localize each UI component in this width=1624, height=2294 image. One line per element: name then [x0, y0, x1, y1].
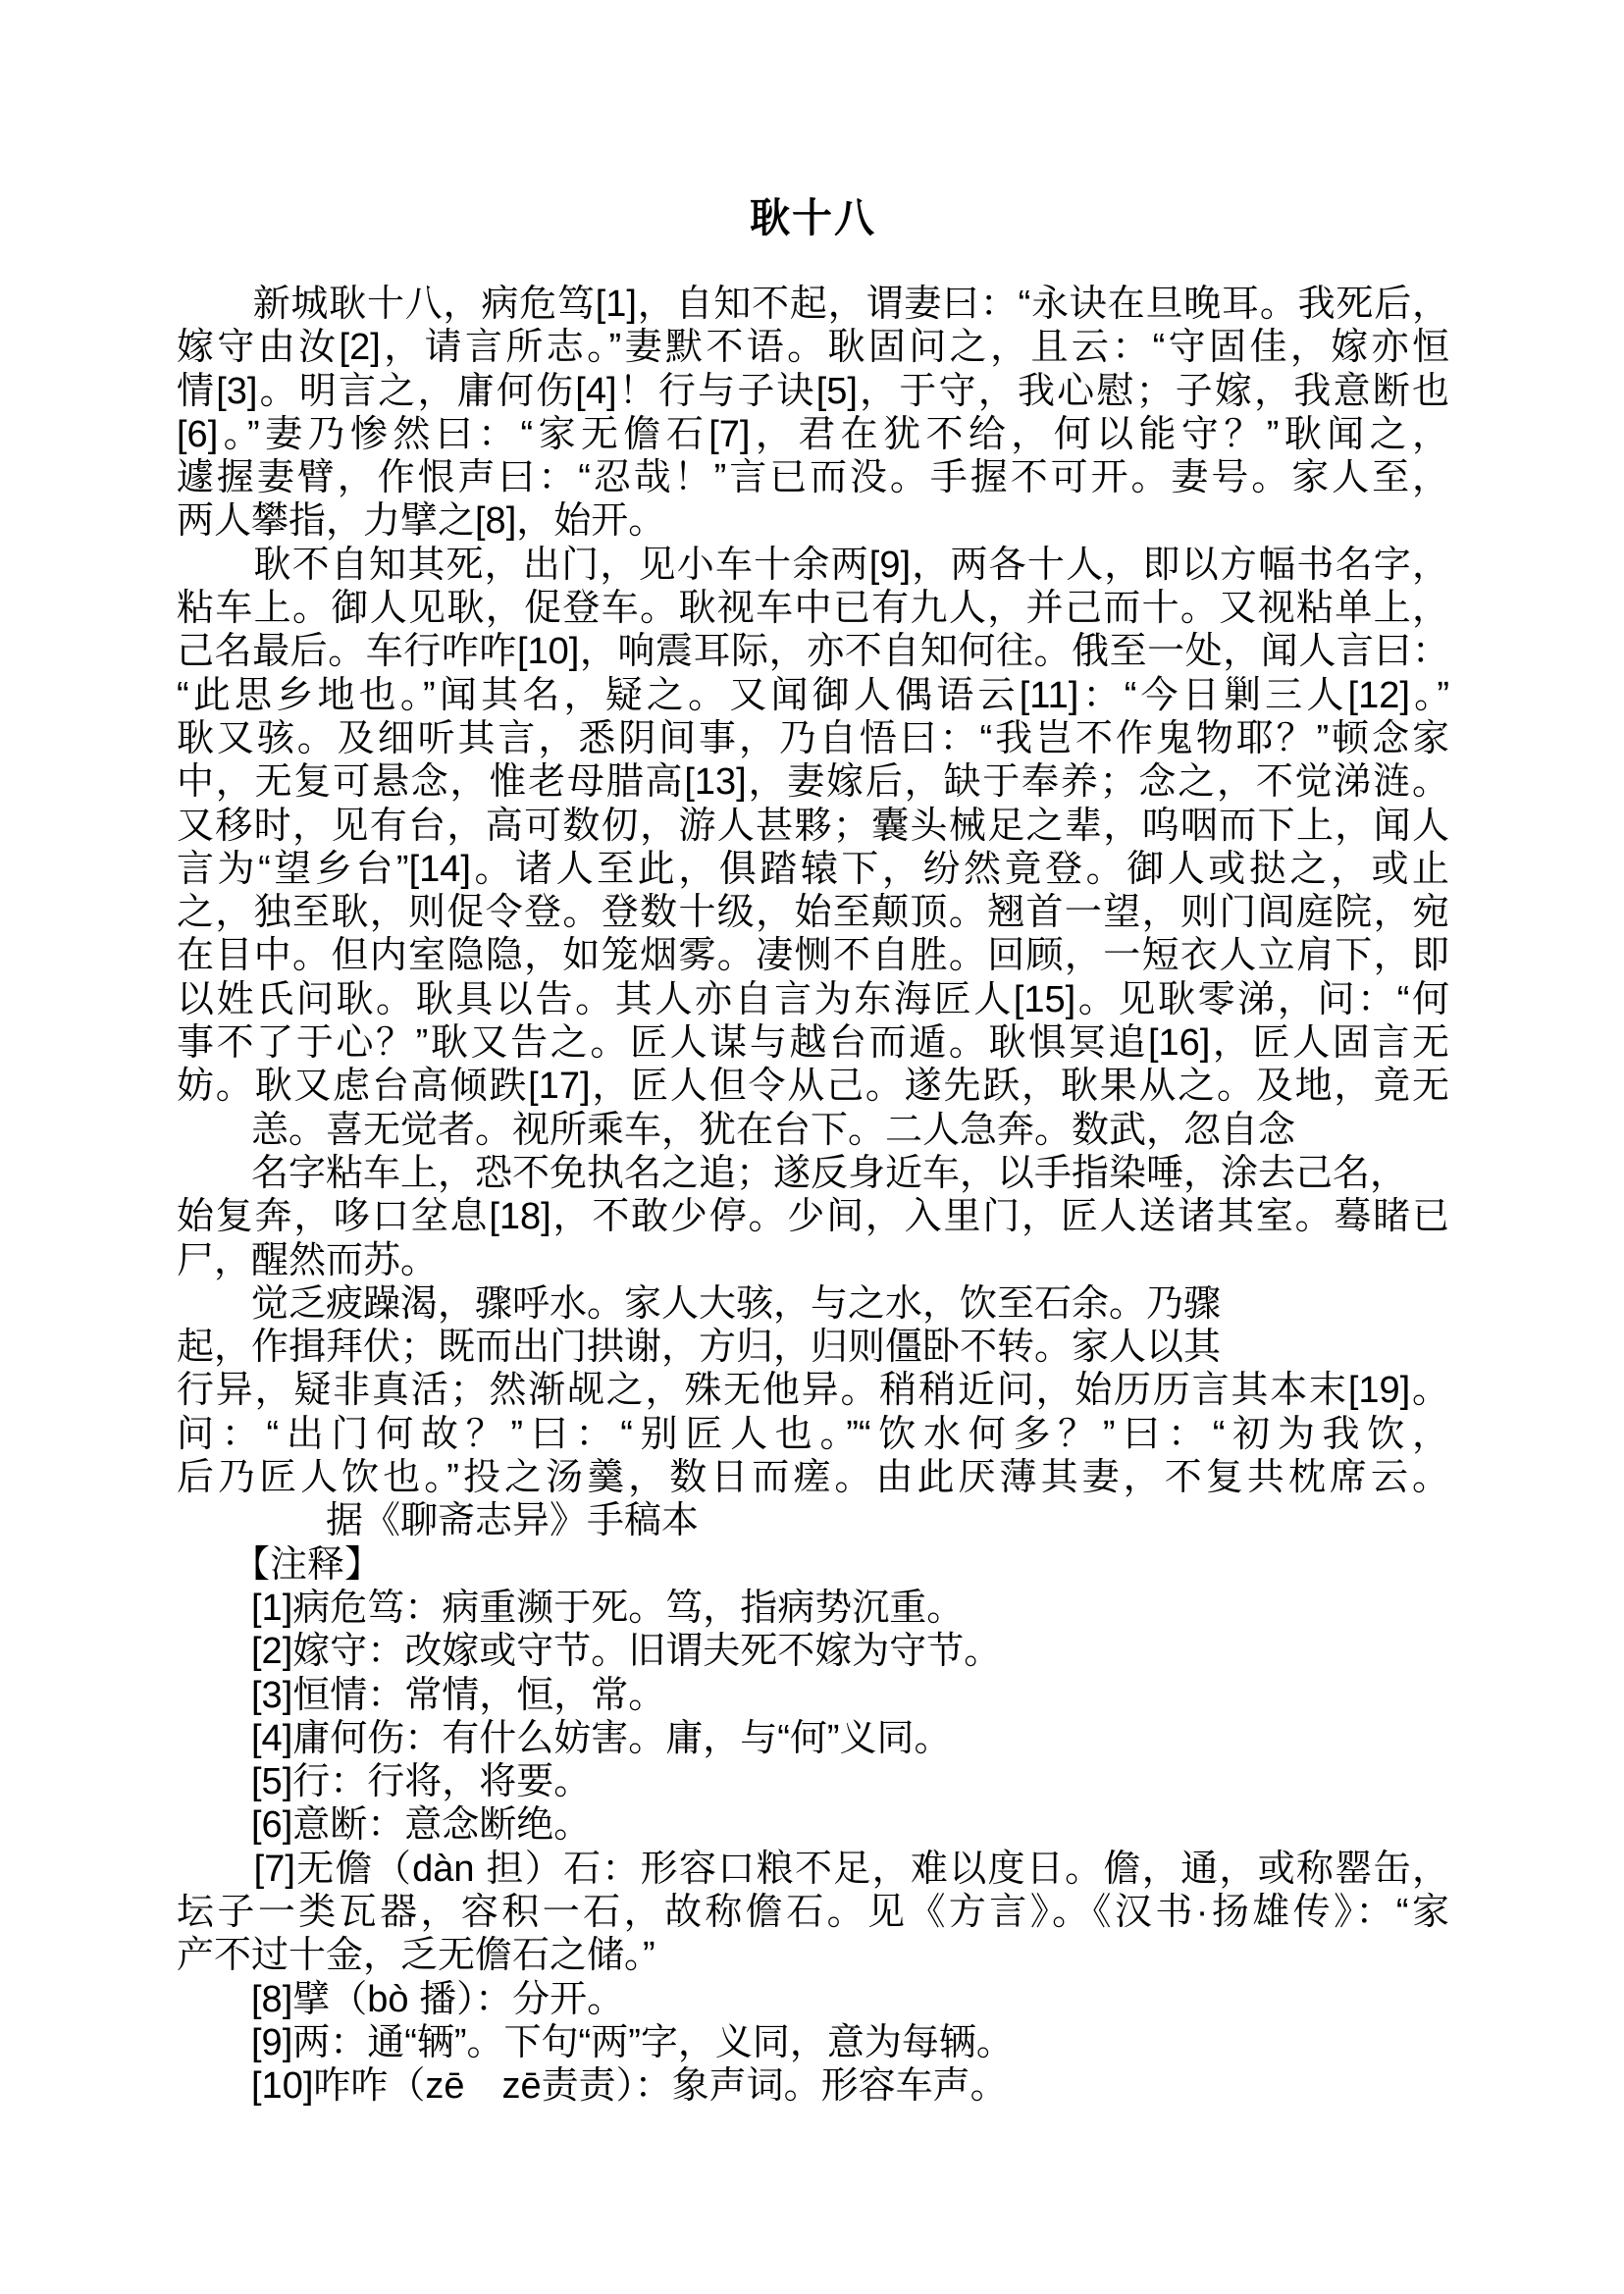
text-line: 行异，疑非真活；然渐觇之，殊无他异。稍稍近问，始历历言其本末[19]。	[177, 1370, 1449, 1412]
text-line: “此思乡地也。”闻其名，疑之。又闻御人偶语云[11]：“今日剿三人[12]。”	[177, 674, 1449, 716]
text-line: [5]行：行将，将要。	[177, 1761, 592, 1803]
text-line: 以姓氏问耿。耿具以告。其人亦自言为东海匠人[15]。见耿零涕，问：“何	[177, 978, 1449, 1020]
text-line: 己名最后。车行咋咋[10]，响震耳际，亦不自知何往。俄至一处，闻人言曰：	[177, 631, 1449, 673]
text-line: 妨。耿又虑台高倾跌[17]，匠人但令从己。遂先跃，耿果从之。及地，竟无	[177, 1066, 1449, 1108]
text-line: [7]无儋（dàn 担）石：形容口粮不足，难以度日。儋，通，或称罂缶，	[177, 1848, 1449, 1890]
text-line: 中，无复可悬念，惟老母腊高[13]，妻嫁后，缺于奉养；念之，不觉涕涟。	[177, 761, 1449, 804]
text-line: 名字粘车上，恐不免执名之追；遂反身近车，以手指染唾，涂去己名，	[177, 1152, 1408, 1194]
text-line: [2]嫁守：改嫁或守节。旧谓夫死不嫁为守节。	[177, 1631, 1002, 1673]
text-line: [9]两：通“辆”。下句“两”字，义同，意为每辆。	[177, 2021, 1014, 2063]
body-lines	[177, 283, 1449, 2108]
text-line: 尸，醒然而苏。	[177, 1239, 439, 1281]
text-line: 又移时，见有台，高可数仞，游人甚夥；囊头械足之辈，呜咽而下上，闻人	[177, 805, 1449, 847]
text-line: 坛子一类瓦器，容积一石，故称儋石。见《方言》。《汉书·扬雄传》：“家	[177, 1891, 1449, 1933]
text-line: 粘车上。御人见耿，促登车。耿视车中已有九人，并己而十。又视粘单上，	[177, 588, 1449, 630]
text-line: 恙。喜无觉者。视所乘车，犹在台下。二人急奔。数武，忽自念	[177, 1109, 1296, 1151]
text-line: 事不了于心？”耿又告之。匠人谋与越台而遁。耿惧冥追[16]，匠人固言无	[177, 1022, 1449, 1065]
text-line: [10]咋咋（zē zē责责）：象声词。形容车声。	[177, 2065, 1008, 2108]
text-line: 后乃匠人饮也。”投之汤羹，数日而瘥。由此厌薄其妻，不复共枕席云。	[177, 1457, 1449, 1499]
text-line: 情[3]。明言之，庸何伤[4]！行与子诀[5]，于守，我心慰；子嫁，我意断也	[177, 370, 1449, 412]
text-line: 始复奔，哆口坌息[18]，不敢少停。少间，入里门，匠人送诸其室。蓦睹已	[177, 1196, 1449, 1238]
text-line: 遽握妻臂，作恨声曰：“忍哉！”言已而没。手握不可开。妻号。家人至，	[177, 457, 1449, 499]
text-line: 耿又骇。及细听其言，悉阴间事，乃自悟曰：“我岂不作鬼物耶？”顿念家	[177, 717, 1449, 759]
text-line: 两人攀指，力擘之[8]，始开。	[177, 500, 666, 543]
text-line: 据《聊斋志异》手稿本	[177, 1500, 700, 1542]
text-line: [6]。”妻乃惨然曰：“家无儋石[7]，君在犹不给，何以能守？”耿闻之，	[177, 413, 1449, 455]
text-line: 耿不自知其死，出门，见小车十余两[9]，两各十人，即以方幅书名字，	[177, 544, 1449, 586]
text-line: 起，作揖拜伏；既而出门拱谢，方归，归则僵卧不转。家人以其	[177, 1327, 1222, 1369]
text-line: [3]恒情：常情，恒，常。	[177, 1674, 666, 1716]
text-line: 新城耿十八，病危笃[1]，自知不起，谓妻曰：“永诀在旦晚耳。我死后，	[177, 284, 1449, 325]
text-line: 【注释】	[177, 1543, 383, 1586]
text-line: [6]意断：意念断绝。	[177, 1804, 592, 1847]
page-title: 耿十八	[750, 195, 876, 240]
text-line: 问：“出门何故？”曰：“别匠人也。”“饮水何多？”曰：“初为我饮，	[177, 1413, 1449, 1455]
text-line: 产不过十金，乏无儋石之储。”	[177, 1935, 655, 1977]
text-line: 觉乏疲躁渴，骤呼水。家人大骇，与之水，饮至石余。乃骤	[177, 1282, 1222, 1325]
text-line: [8]擘（bò 播）：分开。	[177, 1978, 625, 2020]
text-line: 之，独至耿，则促令登。登数十级，始至颠顶。翘首一望，则门闾庭院，宛	[177, 892, 1449, 934]
text-line: 嫁守由汝[2]，请言所志。”妻默不语。耿固问之，且云：“守固佳，嫁亦恒	[177, 327, 1449, 369]
text-line: [4]庸何伤：有什么妨害。庸，与“何”义同。	[177, 1717, 952, 1759]
text-line: 在目中。但内室隐隐，如笼烟雾。凄恻不自胜。回顾，一短衣人立肩下，即	[177, 935, 1449, 977]
text-line: 言为“望乡台”[14]。诸人至此，俱踏辕下，纷然竟登。御人或挞之，或止	[177, 848, 1449, 890]
text-line: [1]病危笃：病重濒于死。笃，指病势沉重。	[177, 1587, 965, 1629]
